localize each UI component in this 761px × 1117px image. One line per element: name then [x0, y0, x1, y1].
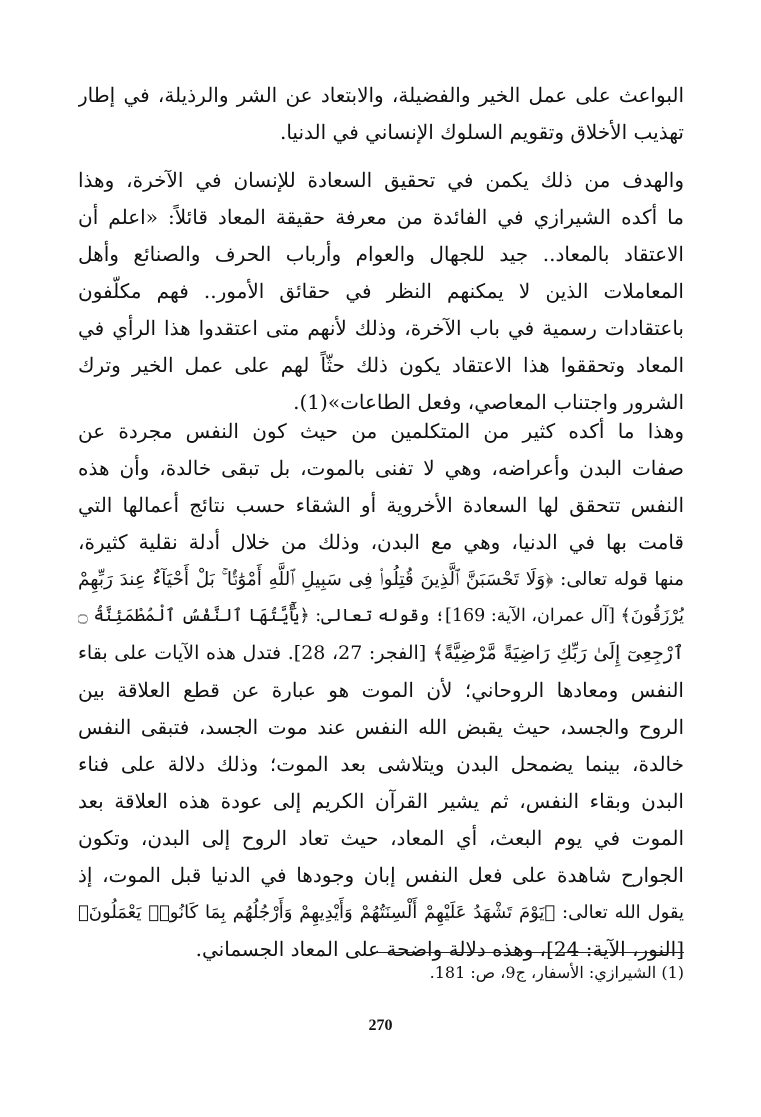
- text-line: البواعث على عمل الخير والفضيلة، والابتعاد عن الشر والرذيلة، في إطار: [78, 83, 684, 107]
- text-line: الشرور واجتناب المعاصي، وفعل الطاعات»(1).: [293, 390, 684, 414]
- text-line: وهذا ما أكده كثير من المتكلمين من حيث كون النفس مجردة عن: [78, 419, 684, 443]
- text-line: خالدة، بينما يضمحل البدن ويتلاشى بعد الموت؛ وذلك دلالة على فناء: [78, 752, 684, 776]
- quran-verse-line: يقول الله تعالى: ﴿يَوْمَ تَشْهَدُ عَلَيْهِمْ أَلْسِنَتُهُمْ وَأَيْدِيهِمْ وَأَرْجُلُهُم بِمَا كَانُوا۟ يَعْمَلُونَ﴾: [78, 902, 684, 923]
- text-line: الجوارح شاهدة على فعل النفس إبان وجودها في الدنيا قبل الموت، إذ: [78, 863, 684, 887]
- text-line: قامت بها في الدنيا، وهي مع البدن، وذلك من خلال أدلة نقلية كثيرة،: [78, 530, 684, 554]
- text-line: المعاملات الذين لا يمكنهم النظر في حقائق الأمور.. فهم مكلّفون: [78, 279, 684, 303]
- text-line: النفس تتحقق لها السعادة الأخروية أو الشقاء حسب نتائج أعمالها التي: [78, 493, 684, 517]
- text-line: تهذيب الأخلاق وتقويم السلوك الإنساني في الدنيا.: [279, 120, 684, 144]
- text-line: صفات البدن وأعراضه، وهي لا تفنى بالموت، بل تبقى خالدة، وأن هذه: [78, 456, 684, 480]
- text-line: المعاد وتحققوا هذا الاعتقاد يكون ذلك حثّاً لهم على عمل الخير وترك: [78, 353, 684, 377]
- footnote: (1) الشيرازي: الأسفار، ج9، ص: 181.: [429, 963, 684, 982]
- text-line: البدن وبقاء النفس، ثم يشير القرآن الكريم إلى عودة هذه العلاقة بعد: [78, 789, 684, 813]
- text-line: ما أكده الشيرازي في الفائدة من معرفة حقيقة المعاد قائلاً: «اعلم أن: [78, 205, 684, 229]
- text-line: الموت في يوم البعث، أي المعاد، حيث تعاد الروح إلى البدن، وتكون: [78, 826, 684, 850]
- quran-verse-line: منها قوله تعالى: ﴿وَلَا تَحْسَبَنَّ ٱلَّذِينَ قُتِلُوا۟ فِى سَبِيلِ ٱللَّهِ أَمْوَٰتًۢا ۚ بَلْ أَحْيَآءٌ عِندَ رَبِّهِمْ: [78, 569, 684, 590]
- footnote-divider: [373, 952, 684, 953]
- text-line: النفس ومعادها الروحاني؛ لأن الموت هو عبارة عن قطع العلاقة بين: [78, 678, 684, 702]
- text-line: والهدف من ذلك يكمن في تحقيق السعادة للإنسان في الآخرة، وهذا: [78, 168, 684, 192]
- text-line: الروح والجسد، حيث يقبض الله النفس عند موت الجسد، فتبقى النفس: [78, 715, 684, 739]
- paragraph-1: [78, 77, 684, 151]
- text-line: [النور، الآية: 24]، وهذه دلالة واضحة على المعاد الجسماني.: [195, 937, 684, 961]
- paragraph-3: [78, 413, 684, 968]
- quran-verse-line: يُرْزَقُونَ﴾ [آل عمران، الآية: 169]؛ وقوله تعالى: ﴿يَٰٓأَيَّتُهَا ٱلنَّفْسُ ٱلْمُطْمَئِنَّةُ ۝: [78, 606, 684, 626]
- quran-verse-line: ٱرْجِعِىٓ إِلَىٰ رَبِّكِ رَاضِيَةً مَّرْضِيَّةً﴾ [الفجر: 27، 28]. فتدل هذه الآيات على بقاء: [78, 642, 684, 664]
- text-line: باعتقادات رسمية في باب الآخرة، وذلك لأنهم متى اعتقدوا هذا الرأي في: [78, 316, 684, 340]
- page-number: 270: [368, 1017, 393, 1034]
- text-line: الاعتقاد بالمعاد.. جيد للجهال والعوام وأرباب الحرف والصنائع وأهل: [78, 242, 684, 266]
- paragraph-2: [78, 162, 684, 421]
